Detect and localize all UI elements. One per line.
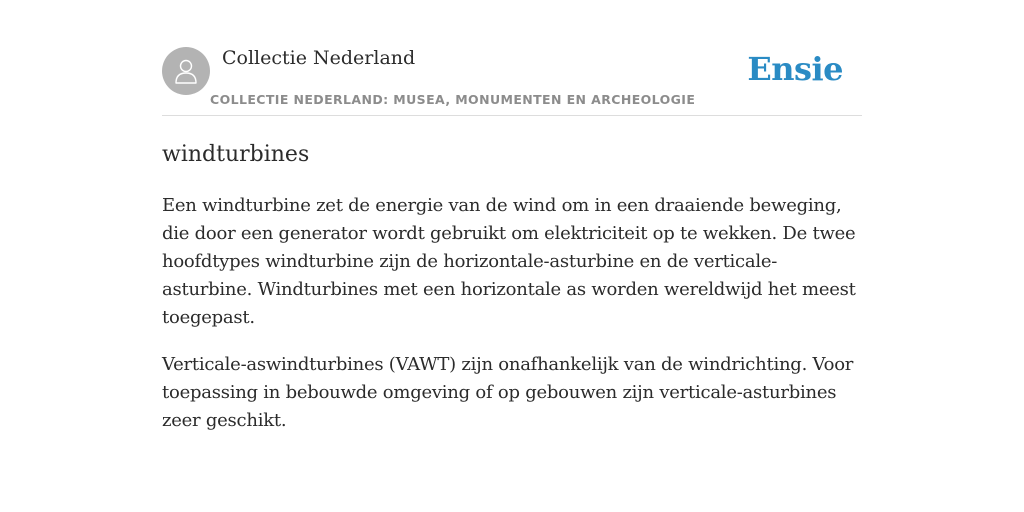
article-header xyxy=(162,0,862,116)
page-container xyxy=(162,0,862,431)
author-name[interactable]: Collectie Nederland xyxy=(222,47,416,69)
category-label[interactable]: COLLECTIE NEDERLAND: MUSEA, MONUMENTEN EN ARCHEOLOGIE xyxy=(210,92,696,107)
article-title: windturbines xyxy=(162,142,310,167)
paragraph: Een windturbine zet de energie van de wind om in een draaiende beweging, die door een generator wordt gebruikt om elektriciteit op te wekken. De twee hoofdtypes windturbine zijn de horizontale-asturbine en de verticale-asturbine. Windturbines met een horizontale as worden wereldwijd het meest toegepast. xyxy=(162,195,856,328)
avatar[interactable] xyxy=(162,47,210,95)
paragraph: Verticale-aswindturbines (VAWT) zijn onafhankelijk van de windrichting. Voor toepassing in bebouwde omgeving of op gebouwen zijn verticale-asturbines zeer geschikt. xyxy=(162,354,854,431)
article-body xyxy=(162,192,862,454)
brand-logo[interactable]: Ensie xyxy=(747,50,843,88)
user-icon xyxy=(171,56,201,86)
